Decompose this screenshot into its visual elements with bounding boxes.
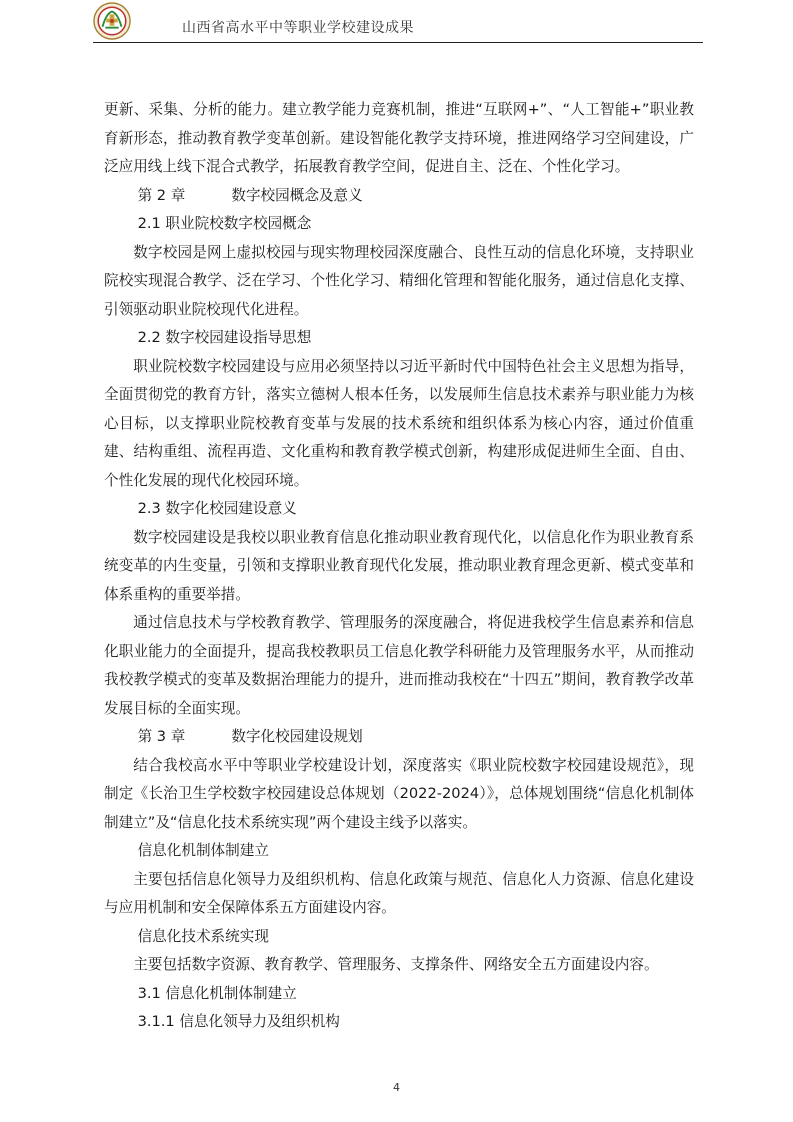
header-title: 山西省高水平中等职业学校建设成果 [182, 20, 414, 36]
body-paragraph: 主要包括信息化领导力及组织机构、信息化政策与规范、信息化人力资源、信息化建设与应用机制和安全保障体系五方面建设内容。 [104, 870, 694, 916]
body-paragraph: 结合我校高水平中等职业学校建设计划，深度落实《职业院校数字校园建设规范》，现制定《长治卫生学校数字校园建设总体规划（2022-2024）》，总体规划围绕“信息化机制体制建立”及“信息化技术系统实现”两个建设主线予以落实。 [104, 756, 694, 831]
body-paragraph: 数字校园是网上虚拟校园与现实物理校园深度融合、良性互动的信息化环境，支持职业院校实现混合教学、泛在学习、个性化学习、精细化管理和智能化服务，通过信息化支撑、引领驱动职业院校现代化进程。 [104, 243, 694, 318]
chapter-heading [104, 723, 694, 752]
section-heading: 2.1 职业院校数字校园概念 [137, 215, 312, 232]
section-heading: 2.2 数字校园建设指导思想 [137, 329, 312, 346]
body-paragraph: 职业院校数字校园建设与应用必须坚持以习近平新时代中国特色社会主义思想为指导，全面贯彻党的教育方针，落实立德树人根本任务，以发展师生信息技术素养与职业能力为核心目标，以支撑职业院校教育变革与发展的技术系统和组织体系为核心内容，通过价值重建、结构重组、流程再造、文化重构和教育教学模式创新，构建形成促进师生全面、自由、个性化发展的现代化校园环境。 [104, 357, 694, 489]
body-paragraph: 通过信息技术与学校教育教学、管理服务的深度融合，将促进我校学生信息素养和信息化职业能力的全面提升，提高我校教职员工信息化教学科研能力及管理服务水平，从而推动我校教学模式的变革及数据治理能力的提升，进而推动我校在“十四五”期间，教育教学改革发展目标的全面实现。 [104, 614, 694, 717]
body-paragraph: 数字校园建设是我校以职业教育信息化推动职业教育现代化，以信息化作为职业教育系统变革的内生变量，引领和支撑职业教育现代化发展，推动职业教育理念更新、模式变革和体系重构的重要举措。 [104, 528, 694, 603]
chapter-title: 数字化校园建设规划 [231, 728, 363, 745]
body-paragraph: 更新、采集、分析的能力。建立教学能力竞赛机制，推进“互联网+”、“人工智能+”职业教育新形态，推动教育教学变革创新。建设智能化教学支持环境，推进网络学习空间建设，广泛应用线上线下混合式教学，拓展教育教学空间，促进自主、泛在、个性化学习。 [104, 101, 694, 175]
chapter-number: 第 2 章 [137, 186, 186, 204]
body-paragraph: 主要包括数字资源、教育教学、管理服务、支撑条件、网络安全五方面建设内容。 [133, 956, 659, 973]
document-body [104, 96, 694, 1037]
page-number: 4 [393, 1081, 400, 1094]
section-heading: 2.3 数字化校园建设意义 [137, 500, 297, 517]
section-heading: 信息化技术系统实现 [137, 927, 269, 945]
section-heading: 3.1.1 信息化领导力及组织机构 [137, 1013, 340, 1030]
page-header [0, 0, 793, 46]
chapter-title: 数字校园概念及意义 [231, 186, 363, 204]
chapter-number: 第 3 章 [137, 728, 186, 745]
chapter-heading [104, 182, 694, 211]
header-divider [93, 42, 703, 43]
section-heading: 信息化机制体制建立 [137, 842, 269, 859]
school-emblem-icon [93, 2, 131, 40]
section-heading: 3.1 信息化机制体制建立 [137, 984, 297, 1002]
